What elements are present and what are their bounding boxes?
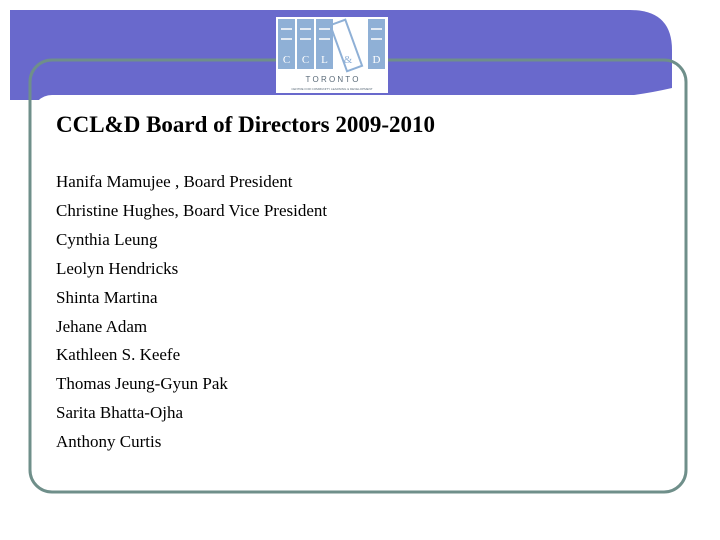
directors-list <box>56 168 327 457</box>
director-item: Sarita Bhatta-Ojha <box>56 403 183 423</box>
logo-letter-c2: C <box>301 54 310 66</box>
logo-letter-l: L <box>321 54 328 66</box>
director-item: Kathleen S. Keefe <box>56 345 181 365</box>
director-item: Leolyn Hendricks <box>56 258 179 278</box>
logo-city: T O R O N T O <box>305 75 359 84</box>
logo-letter-d: D <box>372 54 381 66</box>
director-item: Hanifa Mamujee , Board President <box>56 172 293 191</box>
logo-letter-amp: & <box>343 54 353 66</box>
logo-tagline: CENTRE FOR COMMUNITY LEARNING & DEVELOPMENT <box>291 87 373 91</box>
slide-title: CCL&D Board of Directors 2009-2010 <box>56 112 436 137</box>
director-item: Shinta Martina <box>56 287 158 307</box>
logo-letter-c1: C <box>282 54 291 66</box>
logo-books-icon <box>278 19 385 71</box>
director-item: Christine Hughes, Board Vice President <box>56 200 328 220</box>
director-item: Thomas Jeung-Gyun Pak <box>56 374 228 394</box>
ccld-logo <box>276 17 388 93</box>
director-item: Cynthia Leung <box>56 229 158 249</box>
director-item: Anthony Curtis <box>56 432 162 452</box>
director-item: Jehane Adam <box>56 316 148 336</box>
